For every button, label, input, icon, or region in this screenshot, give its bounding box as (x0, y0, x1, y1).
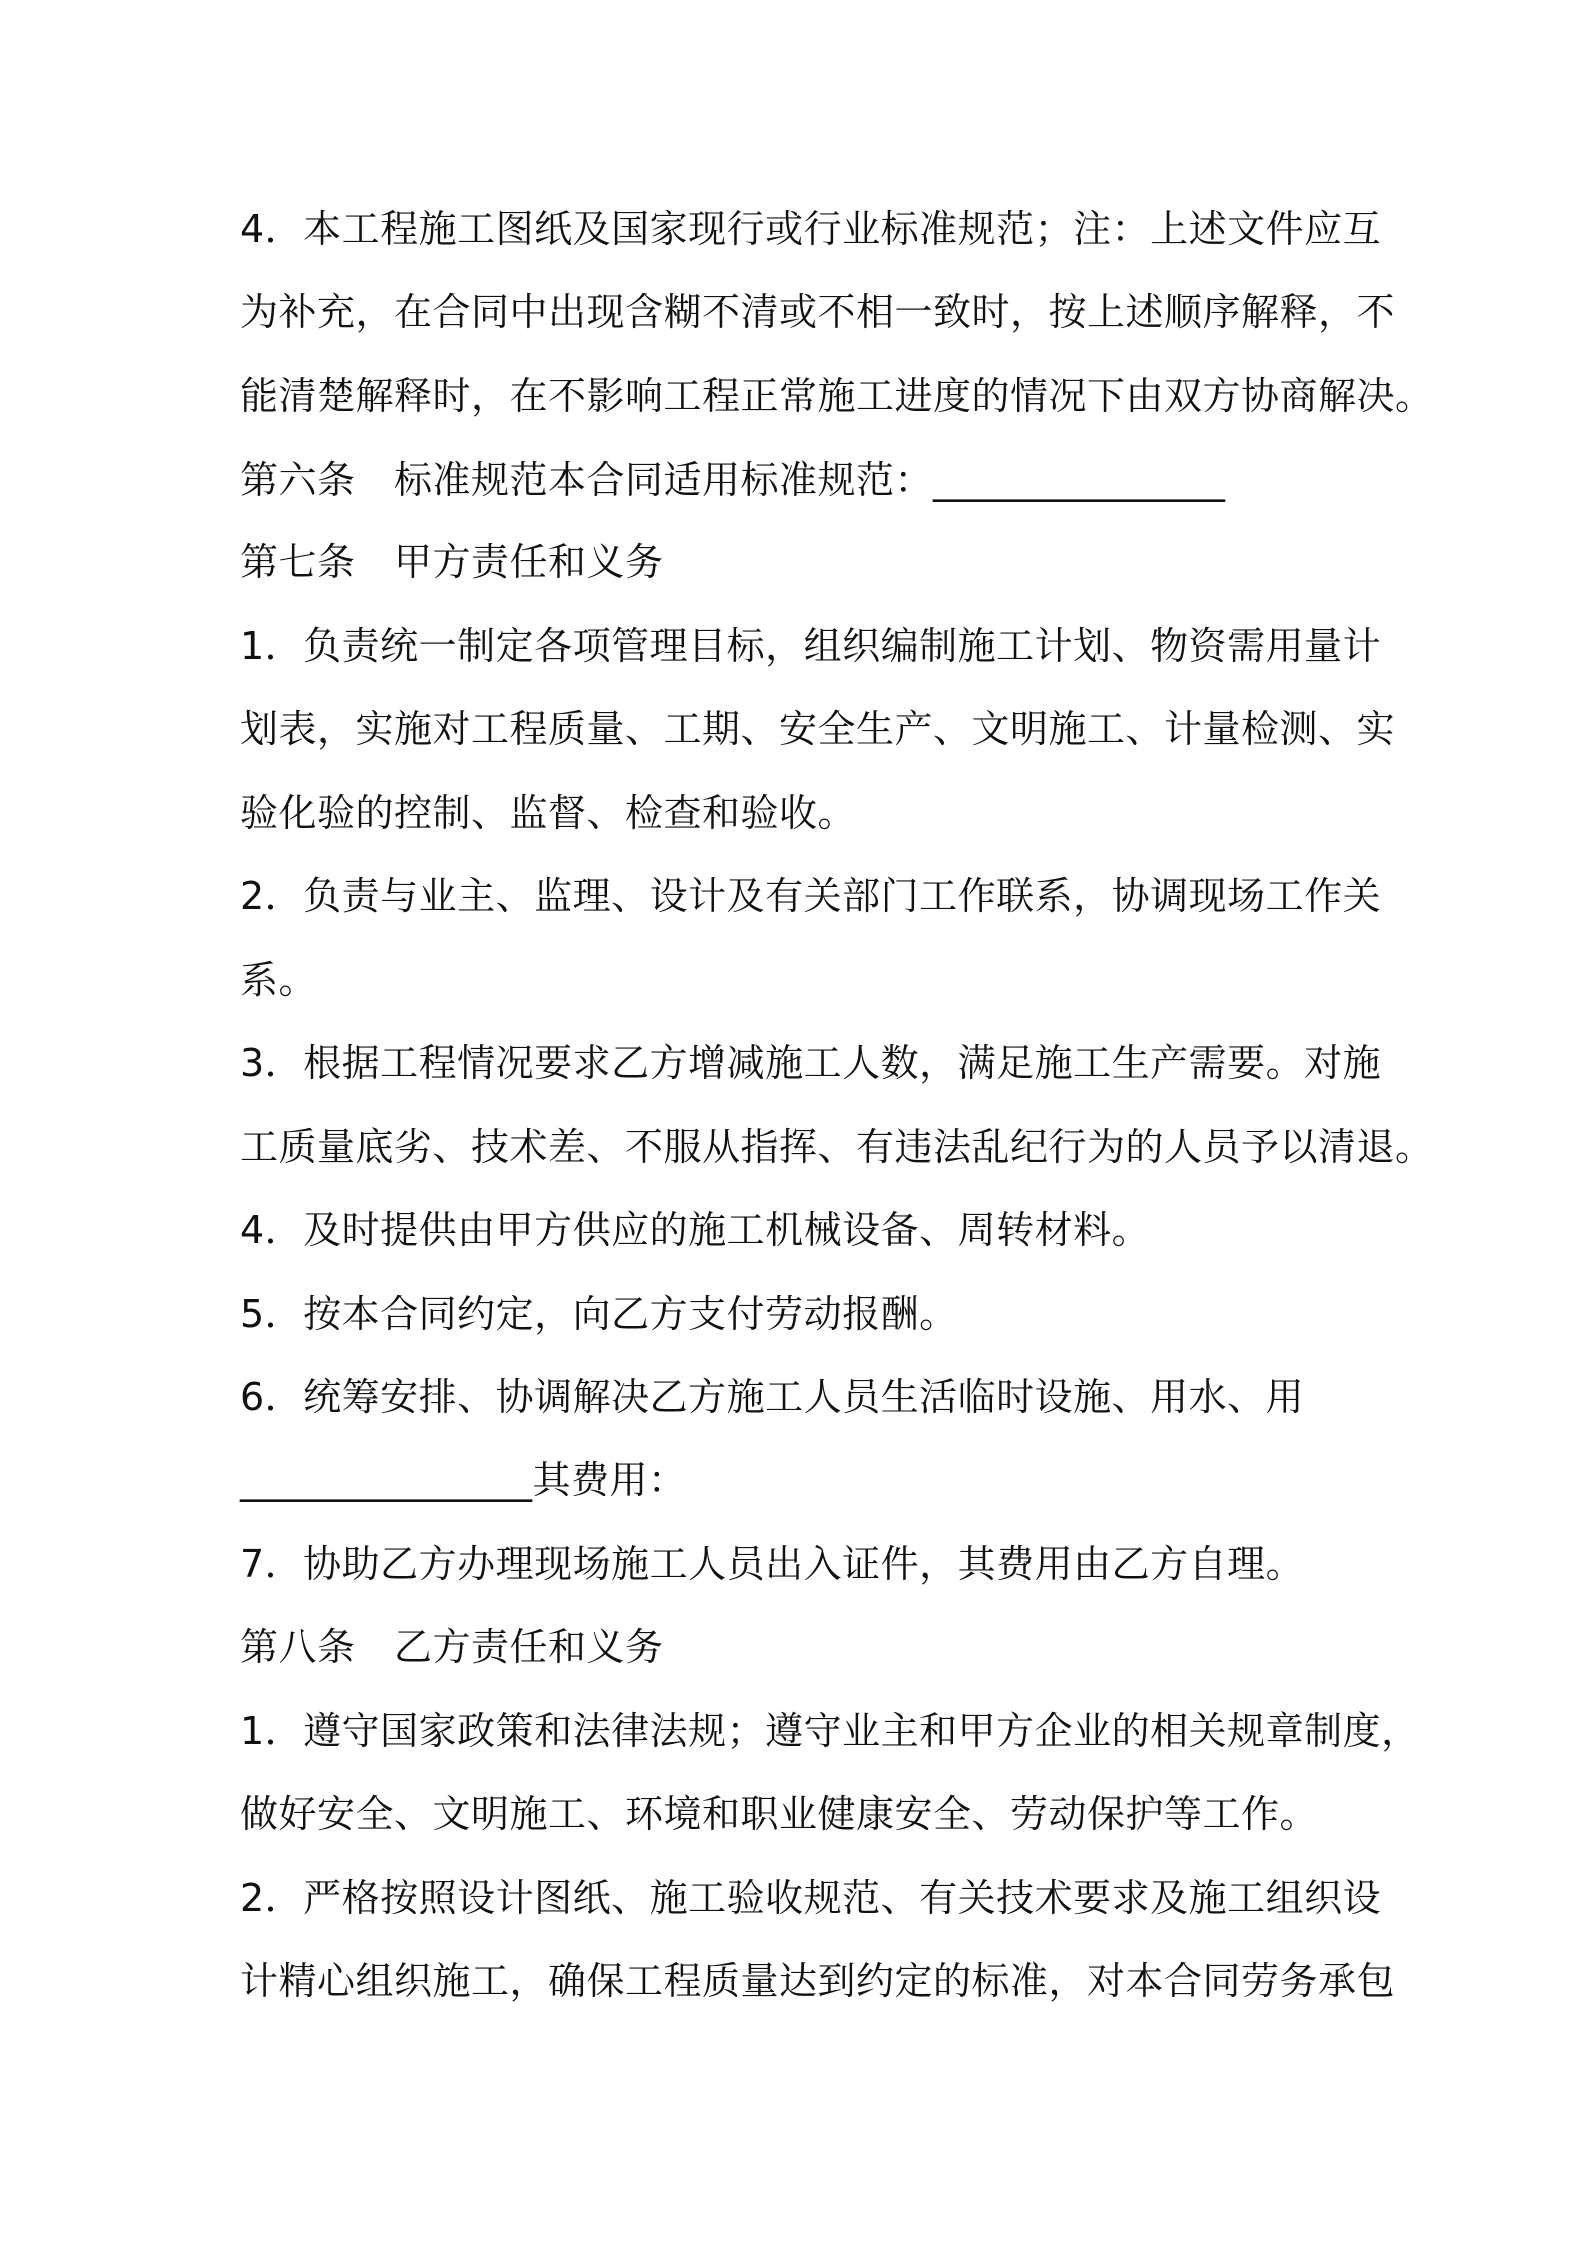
text-line: 系。 (240, 958, 318, 1002)
text-line: 计精心组织施工，确保工程质量达到约定的标准，对本合同劳务承包 (240, 1959, 1396, 2003)
text-line: 验化验的控制、监督、检查和验收。 (240, 791, 857, 835)
text-line: 1．遵守国家政策和法律法规；遵守业主和甲方企业的相关规章制度， (240, 1709, 1420, 1753)
text-line: 2．负责与业主、监理、设计及有关部门工作联系，协调现场工作关 (240, 874, 1382, 918)
text-line: 7．协助乙方办理现场施工人员出入证件，其费用由乙方自理。 (240, 1542, 1305, 1586)
text-line: 为补充，在合同中出现含糊不清或不相一致时，按上述顺序解释，不 (240, 290, 1396, 334)
article-heading: 第六条 标准规范本合同适用标准规范：_______________ (240, 458, 1226, 502)
text-line: 5．按本合同约定，向乙方支付劳动报酬。 (240, 1292, 958, 1336)
text-line: 2．严格按照设计图纸、施工验收规范、有关技术要求及施工组织设 (240, 1876, 1382, 1920)
text-line: 能清楚解释时，在不影响工程正常施工进度的情况下由双方协商解决。 (240, 374, 1434, 418)
text-line: _______________其费用： (240, 1458, 687, 1502)
text-line: 做好安全、文明施工、环境和职业健康安全、劳动保护等工作。 (240, 1792, 1319, 1836)
article-heading: 第八条 乙方责任和义务 (240, 1625, 664, 1669)
article-heading: 第七条 甲方责任和义务 (240, 540, 664, 584)
text-line: 4．及时提供由甲方供应的施工机械设备、周转材料。 (240, 1208, 1151, 1252)
text-line: 1．负责统一制定各项管理目标，组织编制施工计划、物资需用量计 (240, 624, 1382, 668)
text-line: 6．统筹安排、协调解决乙方施工人员生活临时设施、用水、用 (240, 1375, 1305, 1419)
text-line: 3．根据工程情况要求乙方增减施工人数，满足施工生产需要。对施 (240, 1041, 1382, 1085)
text-line: 4．本工程施工图纸及国家现行或行业标准规范；注：上述文件应互 (240, 207, 1382, 251)
text-line: 划表，实施对工程质量、工期、安全生产、文明施工、计量检测、实 (240, 707, 1396, 751)
text-line: 工质量底劣、技术差、不服从指挥、有违法乱纪行为的人员予以清退。 (240, 1125, 1434, 1169)
